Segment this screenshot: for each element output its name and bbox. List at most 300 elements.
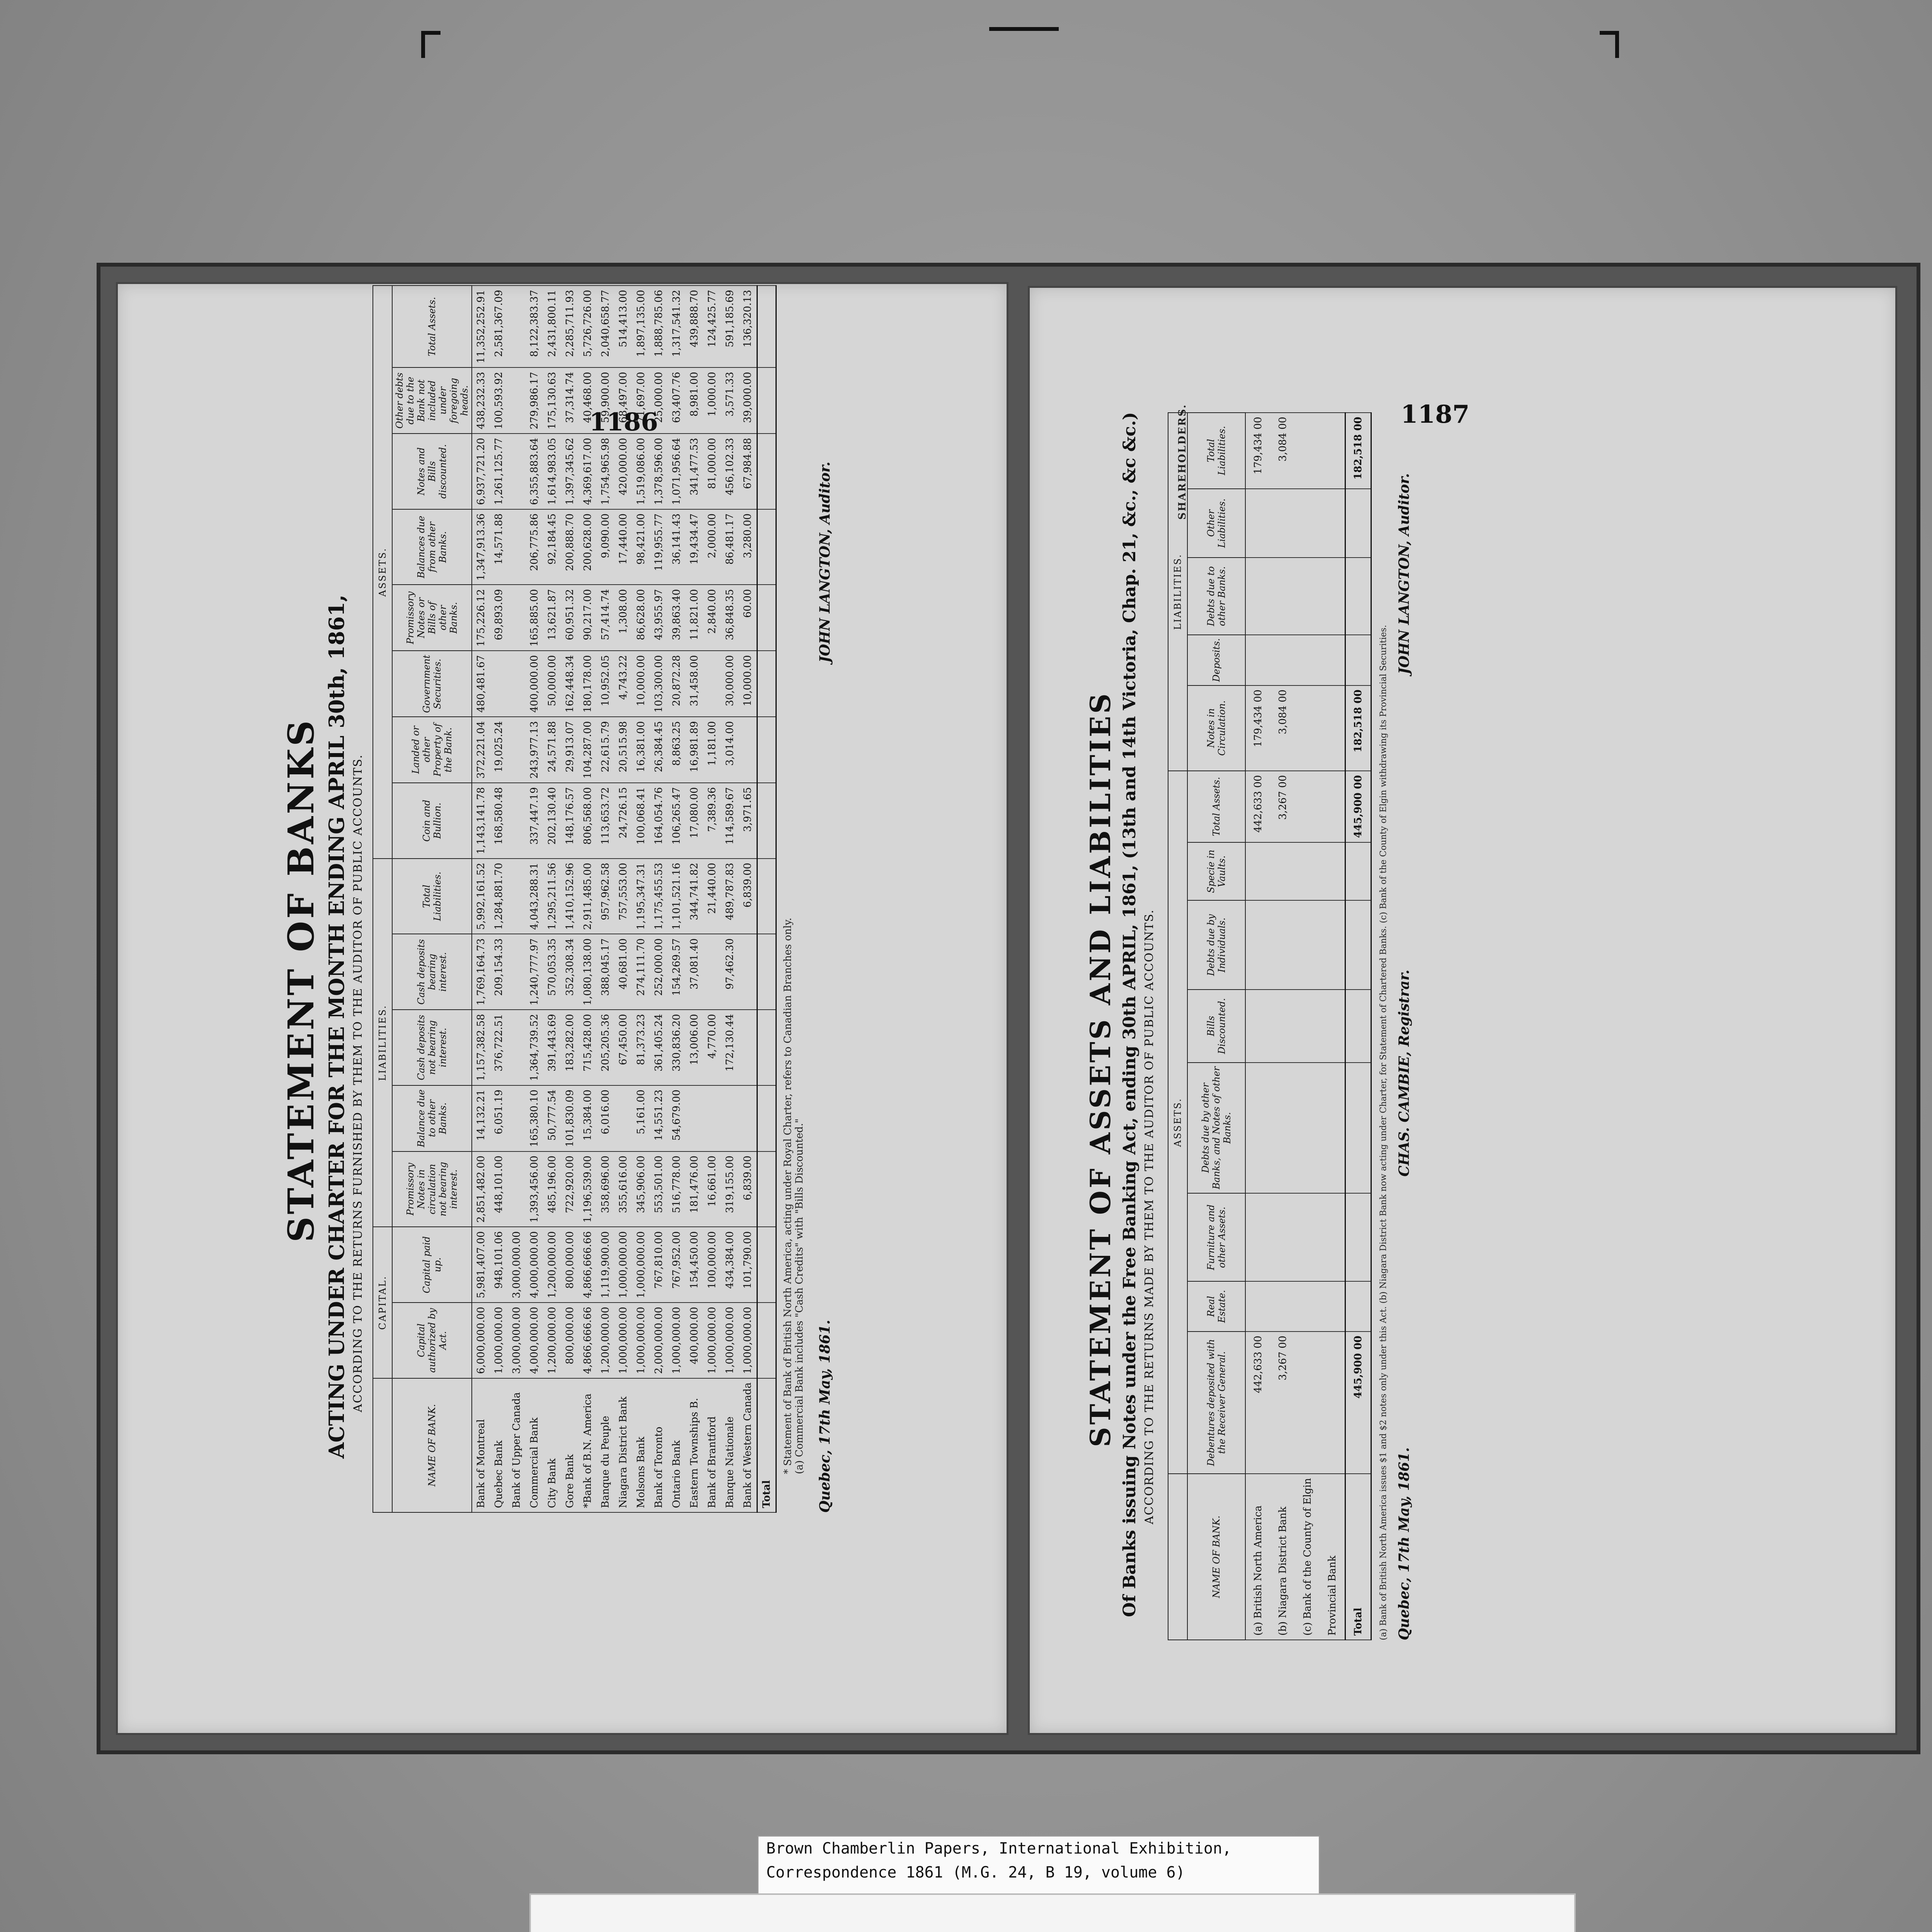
bank-value-cell: 50,777.54 bbox=[543, 1085, 561, 1151]
bank-value-cell: 391,443.69 bbox=[543, 1010, 561, 1085]
fb-value-cell bbox=[1320, 1063, 1345, 1194]
bank-value-cell: 1,897,135.00 bbox=[632, 286, 650, 367]
bank-value-cell: 361,405.24 bbox=[650, 1010, 668, 1085]
bank-value-cell: 1,261,125.77 bbox=[490, 434, 508, 509]
bank-value-cell: 172,130.44 bbox=[721, 1010, 739, 1085]
bank-value-cell: 200,628.00 bbox=[579, 509, 597, 585]
bank-value-cell: 279,986.17 bbox=[526, 367, 543, 434]
bank-table-row bbox=[597, 286, 614, 1512]
fb-value-cell: 179,434 00 bbox=[1245, 685, 1270, 771]
bank-value-cell: 1,000,000.00 bbox=[614, 1303, 632, 1378]
bank-table-row bbox=[668, 286, 685, 1512]
bank-value-cell: 37,314.74 bbox=[561, 367, 579, 434]
bank-table-row bbox=[721, 286, 739, 1512]
fb-value-cell: 3,267 00 bbox=[1270, 1332, 1295, 1474]
bank-value-cell: 31,458.00 bbox=[685, 651, 703, 717]
bank-value-cell: 1,410,152.96 bbox=[561, 859, 579, 934]
fb-value-cell bbox=[1245, 900, 1270, 990]
bank-value-cell: 2,840.00 bbox=[703, 585, 721, 651]
bank-column-header: Cash deposits not bearing interest. bbox=[392, 1010, 472, 1085]
bank-value-cell: 69,893.09 bbox=[490, 585, 508, 651]
bank-value-cell: 6,839.00 bbox=[739, 859, 757, 934]
bank-value-cell: 14,132.21 bbox=[472, 1085, 490, 1151]
bank-value-cell: 165,885.00 bbox=[526, 585, 543, 651]
bank-value-cell bbox=[757, 434, 776, 509]
bank-value-cell: 1,888,785.06 bbox=[650, 286, 668, 367]
bank-value-cell bbox=[508, 434, 526, 509]
left-signature: JOHN LANGTON, Auditor. bbox=[817, 461, 833, 663]
bank-value-cell: 11,821.00 bbox=[685, 585, 703, 651]
bank-value-cell: 86,628.00 bbox=[632, 585, 650, 651]
bank-value-cell: 13,621.87 bbox=[543, 585, 561, 651]
right-signature-auditor: JOHN LANGTON, Auditor. bbox=[1396, 473, 1412, 674]
fb-value-cell bbox=[1345, 900, 1371, 990]
bank-value-cell: 114,589.67 bbox=[721, 783, 739, 859]
fb-value-cell bbox=[1320, 842, 1345, 901]
bank-table-row bbox=[685, 286, 703, 1512]
bank-value-cell: 480,481.67 bbox=[472, 651, 490, 717]
bank-value-cell: 1,284,881.70 bbox=[490, 859, 508, 934]
bank-value-cell: 1,000,000.00 bbox=[632, 1303, 650, 1378]
bank-value-cell: 24,726.15 bbox=[614, 783, 632, 859]
bank-value-cell: 100,593.92 bbox=[490, 367, 508, 434]
bank-value-cell: 341,477.53 bbox=[685, 434, 703, 509]
bank-value-cell: 2,851,482.00 bbox=[472, 1151, 490, 1227]
fb-header-blank bbox=[1168, 1474, 1187, 1640]
bank-value-cell bbox=[739, 717, 757, 783]
bank-value-cell: 13,006.00 bbox=[685, 1010, 703, 1085]
fb-column-header: Bills Discounted. bbox=[1187, 990, 1245, 1062]
bank-value-cell: 20,872.28 bbox=[668, 651, 685, 717]
corner-mark-top-center bbox=[989, 27, 1059, 31]
bank-value-cell bbox=[508, 585, 526, 651]
bank-value-cell: 37,081.40 bbox=[685, 934, 703, 1010]
bank-value-cell: 2,040,658.77 bbox=[597, 286, 614, 367]
fb-value-cell bbox=[1245, 842, 1270, 901]
fb-value-cell bbox=[1320, 1281, 1345, 1331]
bank-value-cell: 183,282.00 bbox=[561, 1010, 579, 1085]
fb-column-header: Real Estate. bbox=[1187, 1281, 1245, 1331]
bank-value-cell: 200,888.70 bbox=[561, 509, 579, 585]
bank-value-cell: 9,090.00 bbox=[597, 509, 614, 585]
bank-value-cell: 39,863.40 bbox=[668, 585, 685, 651]
fb-value-cell bbox=[1245, 1193, 1270, 1281]
fb-value-cell bbox=[1270, 990, 1295, 1062]
bank-value-cell: 36,848.35 bbox=[721, 585, 739, 651]
bank-table-row bbox=[561, 286, 579, 1512]
bank-value-cell: 124,425.77 bbox=[703, 286, 721, 367]
bank-value-cell: 1,378,596.00 bbox=[650, 434, 668, 509]
bank-value-cell: 205,205.36 bbox=[597, 1010, 614, 1085]
bank-value-cell: 1,317,541.32 bbox=[668, 286, 685, 367]
bank-name-cell: *Bank of B.N. America bbox=[579, 1378, 597, 1512]
bank-value-cell: 1,295,211.56 bbox=[543, 859, 561, 934]
bank-value-cell: 434,384.00 bbox=[721, 1227, 739, 1303]
bank-value-cell: 10,952.05 bbox=[597, 651, 614, 717]
bank-column-header: Total Liabilities. bbox=[392, 859, 472, 934]
bank-value-cell bbox=[508, 509, 526, 585]
bank-value-cell: 274,111.70 bbox=[632, 934, 650, 1010]
free-banks-table bbox=[1168, 412, 1372, 1640]
bank-table-row bbox=[490, 286, 508, 1512]
bank-value-cell: 1,200,000.00 bbox=[597, 1303, 614, 1378]
bank-value-cell: 345,906.00 bbox=[632, 1151, 650, 1227]
bank-value-cell bbox=[508, 1151, 526, 1227]
bank-value-cell: 767,810.00 bbox=[650, 1227, 668, 1303]
bank-value-cell: 168,580.48 bbox=[490, 783, 508, 859]
bank-value-cell: 2,000.00 bbox=[703, 509, 721, 585]
bank-column-header: Promissory Notes in circulation not bearing interest. bbox=[392, 1151, 472, 1227]
fb-column-header: NAME OF BANK. bbox=[1187, 1474, 1245, 1640]
bank-value-cell: 100,068.41 bbox=[632, 783, 650, 859]
bank-value-cell: 17,440.00 bbox=[614, 509, 632, 585]
bank-value-cell: 570,053.35 bbox=[543, 934, 561, 1010]
bank-value-cell: 68,497.00 bbox=[614, 367, 632, 434]
fb-column-header: Debts due to other Banks. bbox=[1187, 558, 1245, 634]
fb-value-cell bbox=[1245, 635, 1270, 685]
fb-value-cell bbox=[1245, 1063, 1270, 1194]
archive-reference-label bbox=[757, 1835, 1320, 1896]
bank-value-cell: 57,414.74 bbox=[597, 585, 614, 651]
bank-column-header: Balances due from other Banks. bbox=[392, 509, 472, 585]
bank-value-cell: 4,770.00 bbox=[703, 1010, 721, 1085]
left-page-subtitle: ACTING UNDER CHARTER FOR THE MONTH ENDING APRIL 30th, 1861, bbox=[324, 594, 349, 1459]
fb-table-row bbox=[1295, 413, 1320, 1640]
fb-column-header: Notes in Circulation. bbox=[1187, 685, 1245, 771]
bank-value-cell: 1,769,164.73 bbox=[472, 934, 490, 1010]
bank-value-cell bbox=[757, 1303, 776, 1378]
bank-table-row bbox=[614, 286, 632, 1512]
bank-value-cell: 50,000.00 bbox=[543, 651, 561, 717]
bank-table-row bbox=[543, 286, 561, 1512]
fb-value-cell bbox=[1245, 1281, 1270, 1331]
bank-value-cell: 202,130.40 bbox=[543, 783, 561, 859]
bank-value-cell: 113,653.72 bbox=[597, 783, 614, 859]
left-page-rotated-content bbox=[280, 285, 848, 1513]
bank-value-cell: 1,143,141.78 bbox=[472, 783, 490, 859]
fb-name-cell: (b) Niagara District Bank bbox=[1270, 1474, 1295, 1640]
bank-value-cell: 438,232.33 bbox=[472, 367, 490, 434]
corner-mark-top-left bbox=[421, 31, 440, 58]
bank-value-cell: 54,679.00 bbox=[668, 1085, 685, 1151]
bank-value-cell: 1,080,138.00 bbox=[579, 934, 597, 1010]
bank-value-cell: 60.00 bbox=[739, 585, 757, 651]
fb-column-header: Debts due by Individuals. bbox=[1187, 900, 1245, 990]
bank-value-cell: 30,000.00 bbox=[721, 651, 739, 717]
bank-value-cell: 489,787.83 bbox=[721, 859, 739, 934]
fb-value-cell bbox=[1345, 1193, 1371, 1281]
bank-value-cell: 344,741.82 bbox=[685, 859, 703, 934]
fb-value-cell bbox=[1345, 842, 1371, 901]
fb-value-cell bbox=[1270, 635, 1295, 685]
bank-value-cell: 63,407.76 bbox=[668, 367, 685, 434]
bank-value-cell: 448,101.00 bbox=[490, 1151, 508, 1227]
bank-table-row bbox=[632, 286, 650, 1512]
bank-value-cell: 136,320.13 bbox=[739, 286, 757, 367]
fb-value-cell: 442,633 00 bbox=[1245, 1332, 1270, 1474]
bank-value-cell: 67,450.00 bbox=[614, 1010, 632, 1085]
bank-value-cell: 1,000,000.00 bbox=[490, 1303, 508, 1378]
header-blank bbox=[373, 1378, 392, 1512]
bank-value-cell: 40,468.00 bbox=[579, 367, 597, 434]
bank-value-cell: 6,016.00 bbox=[597, 1085, 614, 1151]
bank-value-cell: 81,000.00 bbox=[703, 434, 721, 509]
bank-value-cell: 7,389.36 bbox=[703, 783, 721, 859]
fb-column-header: Debentures deposited with the Receiver General. bbox=[1187, 1332, 1245, 1474]
bank-column-header: NAME OF BANK. bbox=[392, 1378, 472, 1512]
bank-value-cell: 4,043,288.31 bbox=[526, 859, 543, 934]
bank-table-row bbox=[739, 286, 757, 1512]
fb-column-header: Specie in Vaults. bbox=[1187, 842, 1245, 901]
left-place-date: Quebec, 17th May, 1861. bbox=[817, 1320, 833, 1513]
bank-value-cell: 319,155.00 bbox=[721, 1151, 739, 1227]
bank-value-cell: 24,571.88 bbox=[543, 717, 561, 783]
fb-value-cell bbox=[1295, 1193, 1320, 1281]
bank-value-cell: 5,726,726.00 bbox=[579, 286, 597, 367]
bank-name-cell: Eastern Townships B. bbox=[685, 1378, 703, 1512]
group-fb-liabilities: LIABILITIES. bbox=[1168, 413, 1187, 771]
bank-name-cell: Bank of Brantford bbox=[703, 1378, 721, 1512]
fb-value-cell bbox=[1345, 558, 1371, 634]
bank-value-cell: 1,397,345.62 bbox=[561, 434, 579, 509]
bank-value-cell: 485,196.00 bbox=[543, 1151, 561, 1227]
bank-value-cell: 119,955.77 bbox=[650, 509, 668, 585]
bank-value-cell: 4,866,666.66 bbox=[579, 1227, 597, 1303]
right-page-subsubtitle: ACCORDING TO THE RETURNS MADE BY THEM TO THE AUDITOR OF PUBLIC ACCOUNTS. bbox=[1143, 909, 1156, 1524]
bank-value-cell: 400,000.00 bbox=[685, 1303, 703, 1378]
bank-value-cell bbox=[739, 1085, 757, 1151]
bank-value-cell: 16,381.00 bbox=[632, 717, 650, 783]
bank-value-cell: 101,830.09 bbox=[561, 1085, 579, 1151]
bank-value-cell: 10,000.00 bbox=[632, 651, 650, 717]
bank-value-cell: 81,373.23 bbox=[632, 1010, 650, 1085]
fb-value-cell: 445,900 00 bbox=[1345, 771, 1371, 842]
bank-value-cell: 767,952.00 bbox=[668, 1227, 685, 1303]
bank-name-cell: Bank of Western Canada bbox=[739, 1378, 757, 1512]
bank-value-cell: 101,790.00 bbox=[739, 1227, 757, 1303]
fb-value-cell bbox=[1270, 1063, 1295, 1194]
bank-value-cell bbox=[757, 1010, 776, 1085]
right-page-number: 1187 bbox=[1401, 400, 1470, 429]
group-liabilities: LIABILITIES. bbox=[373, 859, 392, 1227]
bank-value-cell: 20,515.98 bbox=[614, 717, 632, 783]
fb-value-cell bbox=[1270, 1281, 1295, 1331]
bank-value-cell: 514,413.00 bbox=[614, 286, 632, 367]
bank-table-row bbox=[472, 286, 490, 1512]
bank-value-cell: 3,971.65 bbox=[739, 783, 757, 859]
bank-value-cell: 2,581,367.09 bbox=[490, 286, 508, 367]
bank-value-cell: 86,481.17 bbox=[721, 509, 739, 585]
fb-value-cell bbox=[1295, 635, 1320, 685]
fb-name-cell: (c) Bank of the County of Elgin bbox=[1295, 1474, 1320, 1640]
public-archives-stamp bbox=[529, 1893, 1576, 1932]
bank-value-cell: 352,308.34 bbox=[561, 934, 579, 1010]
bank-column-header: Landed or other Property of the Bank. bbox=[392, 717, 472, 783]
fb-value-cell bbox=[1245, 489, 1270, 558]
right-place-date: Quebec, 17th May, 1861. bbox=[1396, 1447, 1412, 1640]
bank-value-cell: 1,200,000.00 bbox=[543, 1227, 561, 1303]
fb-value-cell bbox=[1270, 900, 1295, 990]
group-assets: ASSETS. bbox=[373, 286, 392, 859]
fb-value-cell: 182,518 00 bbox=[1345, 413, 1371, 489]
bank-value-cell: 181,476.00 bbox=[685, 1151, 703, 1227]
left-page-number: 1186 bbox=[589, 408, 658, 437]
bank-value-cell: 1,240,777.97 bbox=[526, 934, 543, 1010]
bank-value-cell: 1,119,900.00 bbox=[597, 1227, 614, 1303]
bank-value-cell bbox=[703, 1085, 721, 1151]
bank-value-cell: 36,141.43 bbox=[668, 509, 685, 585]
fb-value-cell bbox=[1345, 990, 1371, 1062]
fb-value-cell bbox=[1295, 900, 1320, 990]
bank-value-cell bbox=[508, 367, 526, 434]
bank-value-cell bbox=[739, 934, 757, 1010]
bank-value-cell bbox=[508, 859, 526, 934]
right-signature-registrar: CHAS. CAMBIE, Registrar. bbox=[1396, 969, 1412, 1177]
bank-value-cell bbox=[508, 783, 526, 859]
bank-name-cell: Quebec Bank bbox=[490, 1378, 508, 1512]
bank-value-cell: 14,551.23 bbox=[650, 1085, 668, 1151]
fb-value-cell bbox=[1245, 558, 1270, 634]
bank-value-cell: 948,101.06 bbox=[490, 1227, 508, 1303]
fb-value-cell: 3,084 00 bbox=[1270, 413, 1295, 489]
bank-column-header: Notes and Bills discounted. bbox=[392, 434, 472, 509]
bank-value-cell: 162,448.34 bbox=[561, 651, 579, 717]
bank-value-cell: 2,911,485.00 bbox=[579, 859, 597, 934]
fb-value-cell bbox=[1345, 1063, 1371, 1194]
bank-value-cell: 106,265.47 bbox=[668, 783, 685, 859]
bank-name-cell: Bank of Montreal bbox=[472, 1378, 490, 1512]
bank-value-cell bbox=[757, 934, 776, 1010]
bank-name-cell: Banque Nationale bbox=[721, 1378, 739, 1512]
bank-value-cell: 1,364,739.52 bbox=[526, 1010, 543, 1085]
bank-value-cell: 19,025.24 bbox=[490, 717, 508, 783]
bank-value-cell: 8,122,383.37 bbox=[526, 286, 543, 367]
bank-value-cell: 8,863.25 bbox=[668, 717, 685, 783]
fb-value-cell bbox=[1295, 558, 1320, 634]
right-shareholders-label: SHAREHOLDERS. bbox=[1177, 403, 1188, 520]
fb-value-cell bbox=[1295, 685, 1320, 771]
bank-value-cell bbox=[757, 859, 776, 934]
bank-value-cell: 1,614,983.05 bbox=[543, 434, 561, 509]
bank-value-cell: 1,175,455.53 bbox=[650, 859, 668, 934]
fb-value-cell bbox=[1320, 900, 1345, 990]
bank-value-cell: 25,000.00 bbox=[650, 367, 668, 434]
bank-value-cell bbox=[721, 1085, 739, 1151]
bank-value-cell: 1,157,382.58 bbox=[472, 1010, 490, 1085]
bank-value-cell: 67,984.88 bbox=[739, 434, 757, 509]
fb-value-cell bbox=[1320, 1332, 1345, 1474]
bank-value-cell: 148,176.57 bbox=[561, 783, 579, 859]
bank-value-cell: 19,434.47 bbox=[685, 509, 703, 585]
bank-value-cell: 715,428.00 bbox=[579, 1010, 597, 1085]
bank-name-cell: Ontario Bank bbox=[668, 1378, 685, 1512]
fb-name-cell: (a) British North America bbox=[1245, 1474, 1270, 1640]
bank-value-cell bbox=[757, 1227, 776, 1303]
bank-value-cell: 97,462.30 bbox=[721, 934, 739, 1010]
group-capital: CAPITAL. bbox=[373, 1227, 392, 1378]
bank-value-cell: 1,000,000.00 bbox=[703, 1303, 721, 1378]
left-footnote-1: * Statement of Bank of British North America, acting under Royal Charter, refers to Canadian Branches only. bbox=[782, 917, 794, 1474]
bank-column-header: Government Securities. bbox=[392, 651, 472, 717]
bank-value-cell: 103,300.00 bbox=[650, 651, 668, 717]
fb-table-row bbox=[1345, 413, 1371, 1640]
bank-value-cell bbox=[508, 717, 526, 783]
bank-value-cell: 4,866,666.66 bbox=[579, 1303, 597, 1378]
bank-value-cell bbox=[508, 286, 526, 367]
bank-value-cell bbox=[614, 1085, 632, 1151]
fb-table-row bbox=[1320, 413, 1345, 1640]
fb-value-cell: 445,900 00 bbox=[1345, 1332, 1371, 1474]
bank-column-header: Coin and Bullion. bbox=[392, 783, 472, 859]
bank-value-cell: 553,501.00 bbox=[650, 1151, 668, 1227]
bank-value-cell: 59,900.00 bbox=[597, 367, 614, 434]
bank-value-cell bbox=[703, 651, 721, 717]
left-page-title: STATEMENT OF BANKS bbox=[280, 718, 322, 1242]
bank-value-cell: 800,000.00 bbox=[561, 1303, 579, 1378]
bank-value-cell: 1,519,086.00 bbox=[632, 434, 650, 509]
bank-value-cell: 6,051.19 bbox=[490, 1085, 508, 1151]
bank-value-cell: 3,280.00 bbox=[739, 509, 757, 585]
bank-value-cell: 40,681.00 bbox=[614, 934, 632, 1010]
fb-value-cell bbox=[1295, 1281, 1320, 1331]
fb-value-cell bbox=[1320, 635, 1345, 685]
bank-value-cell: 29,913.07 bbox=[561, 717, 579, 783]
bank-value-cell: 6,937,721.20 bbox=[472, 434, 490, 509]
fb-value-cell bbox=[1320, 1193, 1345, 1281]
right-page bbox=[1028, 286, 1897, 1735]
bank-value-cell: 6,000,000.00 bbox=[472, 1303, 490, 1378]
bank-value-cell: 1,754,965.98 bbox=[597, 434, 614, 509]
fb-value-cell: 3,267 00 bbox=[1270, 771, 1295, 842]
chartered-banks-table bbox=[372, 285, 777, 1513]
bank-value-cell: 11,352,252.91 bbox=[472, 286, 490, 367]
bank-value-cell: 376,722.51 bbox=[490, 1010, 508, 1085]
bank-table-row bbox=[757, 286, 776, 1512]
bank-value-cell: 3,000,000.00 bbox=[508, 1303, 526, 1378]
bank-value-cell: 355,616.00 bbox=[614, 1151, 632, 1227]
bank-value-cell: 516,778.00 bbox=[668, 1151, 685, 1227]
bank-value-cell bbox=[508, 651, 526, 717]
fb-value-cell bbox=[1320, 558, 1345, 634]
bank-value-cell bbox=[757, 286, 776, 367]
bank-column-header: Total Assets. bbox=[392, 286, 472, 367]
fb-value-cell bbox=[1320, 685, 1345, 771]
fb-column-header: Debts due by other Banks, and Notes of other Banks. bbox=[1187, 1063, 1245, 1194]
fb-value-cell bbox=[1320, 990, 1345, 1062]
bank-value-cell: 26,384.45 bbox=[650, 717, 668, 783]
archive-label-line-2: Correspondence 1861 (M.G. 24, B 19, volume 6) bbox=[766, 1864, 1185, 1881]
bank-name-cell: Bank of Toronto bbox=[650, 1378, 668, 1512]
bank-value-cell: 4,000,000.00 bbox=[526, 1227, 543, 1303]
bank-value-cell: 4,743.22 bbox=[614, 651, 632, 717]
bank-value-cell bbox=[685, 1085, 703, 1151]
fb-value-cell bbox=[1295, 1063, 1320, 1194]
bank-value-cell: 252,000.00 bbox=[650, 934, 668, 1010]
bank-value-cell: 337,447.19 bbox=[526, 783, 543, 859]
bank-value-cell: 100,000.00 bbox=[703, 1227, 721, 1303]
bank-value-cell: 22,615.79 bbox=[597, 717, 614, 783]
bank-value-cell: 71,697.00 bbox=[632, 367, 650, 434]
bank-name-cell: City Bank bbox=[543, 1378, 561, 1512]
bank-table-row bbox=[526, 286, 543, 1512]
fb-value-cell bbox=[1270, 489, 1295, 558]
bank-value-cell: 1,000,000.00 bbox=[614, 1227, 632, 1303]
bank-value-cell: 330,836.20 bbox=[668, 1010, 685, 1085]
bank-value-cell: 14,571.88 bbox=[490, 509, 508, 585]
fb-value-cell: 442,633 00 bbox=[1245, 771, 1270, 842]
bank-name-cell: Banque du Peuple bbox=[597, 1378, 614, 1512]
bank-value-cell: 104,287.00 bbox=[579, 717, 597, 783]
